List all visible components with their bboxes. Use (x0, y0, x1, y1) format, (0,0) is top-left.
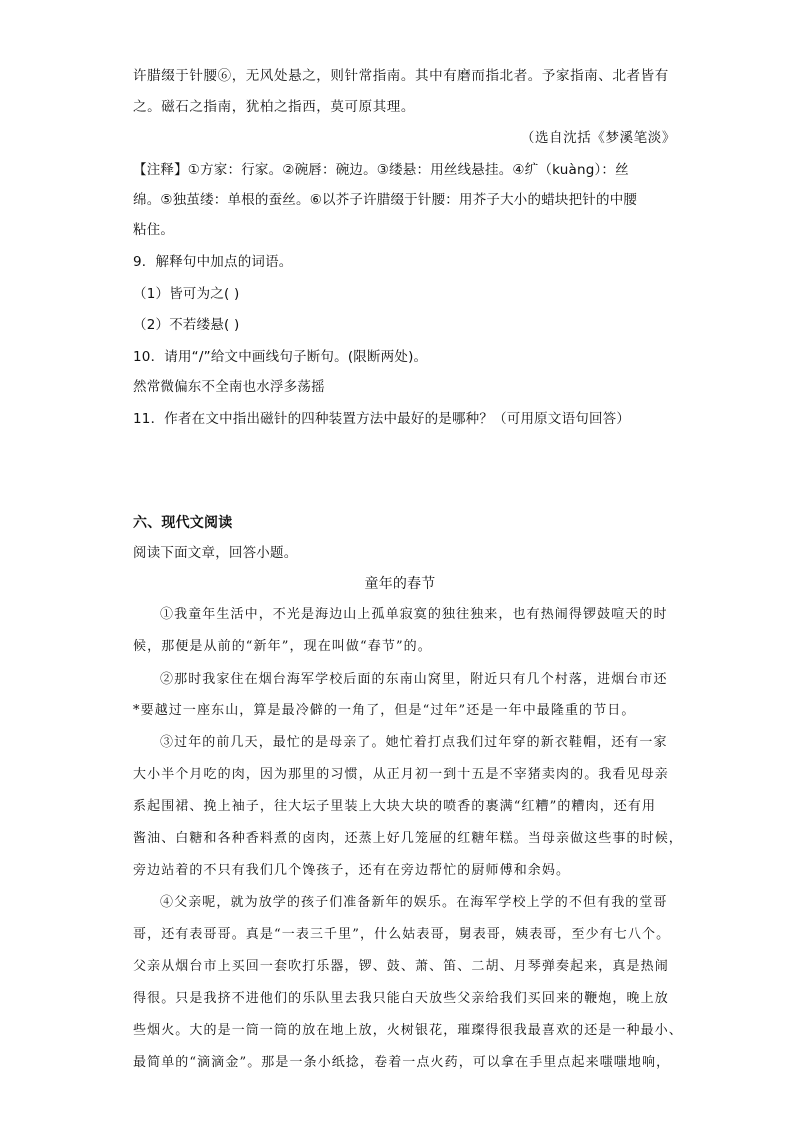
notes-line: 【注释】①方家：行家。②碗唇：碗边。③缕悬：用丝线悬挂。④纩（kuàng）：丝 (133, 162, 629, 178)
article-paragraph-line: 些烟火。大的是一筒一筒的放在地上放，火树银花，璀璨得很我最喜欢的还是一种最小、 (133, 1023, 683, 1038)
notes-line: 粘住。 (133, 222, 175, 238)
question-10-sentence: 然常微偏东不全南也水浮多荡摇 (133, 379, 325, 395)
question-10: 10．请用“/”给文中画线句子断句。(限断两处)。 (133, 349, 428, 365)
classical-text-line: 之。磁石之指南，犹柏之指西，莫可原其理。 (133, 99, 415, 115)
question-11: 11．作者在文中指出磁针的四种装置方法中最好的是哪种？（可用原文语句回答） (133, 411, 631, 427)
article-paragraph-line: 大小半个月吃的肉，因为那里的习惯，从正月初一到十五是不宰猪卖肉的。我看见母亲 (133, 767, 669, 782)
article-title: 童年的春节 (364, 576, 436, 592)
article-paragraph-line: 得很。只是我挤不进他们的乐队里去我只能白天放些父亲给我们买回来的鞭炮，晚上放 (133, 991, 669, 1006)
article-paragraph-line: ①我童年生活中，不光是海边山上孤单寂寞的独往独来，也有热闹得锣鼓喧天的时 (160, 607, 668, 622)
article-paragraph-line: 父亲从烟台市上买回一套吹打乐器，锣、鼓、萧、笛、二胡、月琴弹奏起来，真是热闹 (133, 959, 669, 974)
article-paragraph-line: 候，那便是从前的“新年”，现在叫做“春节”的。 (133, 639, 432, 654)
article-paragraph-line: 酱油、白糖和各种香料煮的卤肉，还蒸上好几笼屉的红糖年糕。当母亲做这些事的时候， (133, 831, 683, 846)
article-paragraph-line: ③过年的前几天，最忙的是母亲了。她忙着打点我们过年穿的新衣鞋帽，还有一家 (160, 735, 668, 750)
section-instruction: 阅读下面文章，回答小题。 (133, 545, 298, 561)
article-paragraph-line: 系起围裙、挽上袖子，往大坛子里装上大块大块的喷香的裹满“红糟”的糟肉，还有用 (133, 799, 657, 814)
article-paragraph-line: 哥，还有表哥哥。真是“一表三千里”，什么姑表哥，舅表哥，姨表哥，至少有七八个。 (133, 927, 671, 942)
classical-text-line: 许腊缀于针腰⑥，无风处悬之，则针常指南。其中有磨而指北者。予家指南、北者皆有 (133, 68, 669, 84)
article-paragraph-line: ②那时我家住在烟台海军学校后面的东南山窝里，附近只有几个村落，进烟台市还 (160, 672, 668, 687)
question-9: 9．解释句中加点的词语。 (133, 254, 293, 270)
article-paragraph-line: *要越过一座东山，算是最冷僻的一角了，但是“过年”还是一年中最隆重的节日。 (133, 703, 636, 718)
article-paragraph-line: 最简单的“滴滴金”。那是一条小纸捻，卷着一点火药，可以拿在手里点起来嗤嗤地响， (133, 1055, 671, 1070)
source-citation: （选自沈括《梦溪笔淡》 (520, 130, 676, 146)
question-9-item-1: （1）皆可为之( ) (133, 286, 240, 302)
notes-line: 绵。⑤独茧缕：单根的蚕丝。⑥以芥子许腊缀于针腰：用芥子大小的蜡块把针的中腰 (133, 192, 638, 208)
article-paragraph-line: ④父亲呢，就为放学的孩子们准备新年的娱乐。在海军学校上学的不但有我的堂哥 (160, 895, 668, 910)
question-9-item-2: （2）不若缕悬( ) (133, 317, 240, 333)
article-paragraph-line: 旁边站着的不只有我们几个馋孩子，还有在旁边帮忙的厨师傅和余妈。 (133, 863, 571, 878)
section-heading: 六、现代文阅读 (133, 515, 233, 531)
